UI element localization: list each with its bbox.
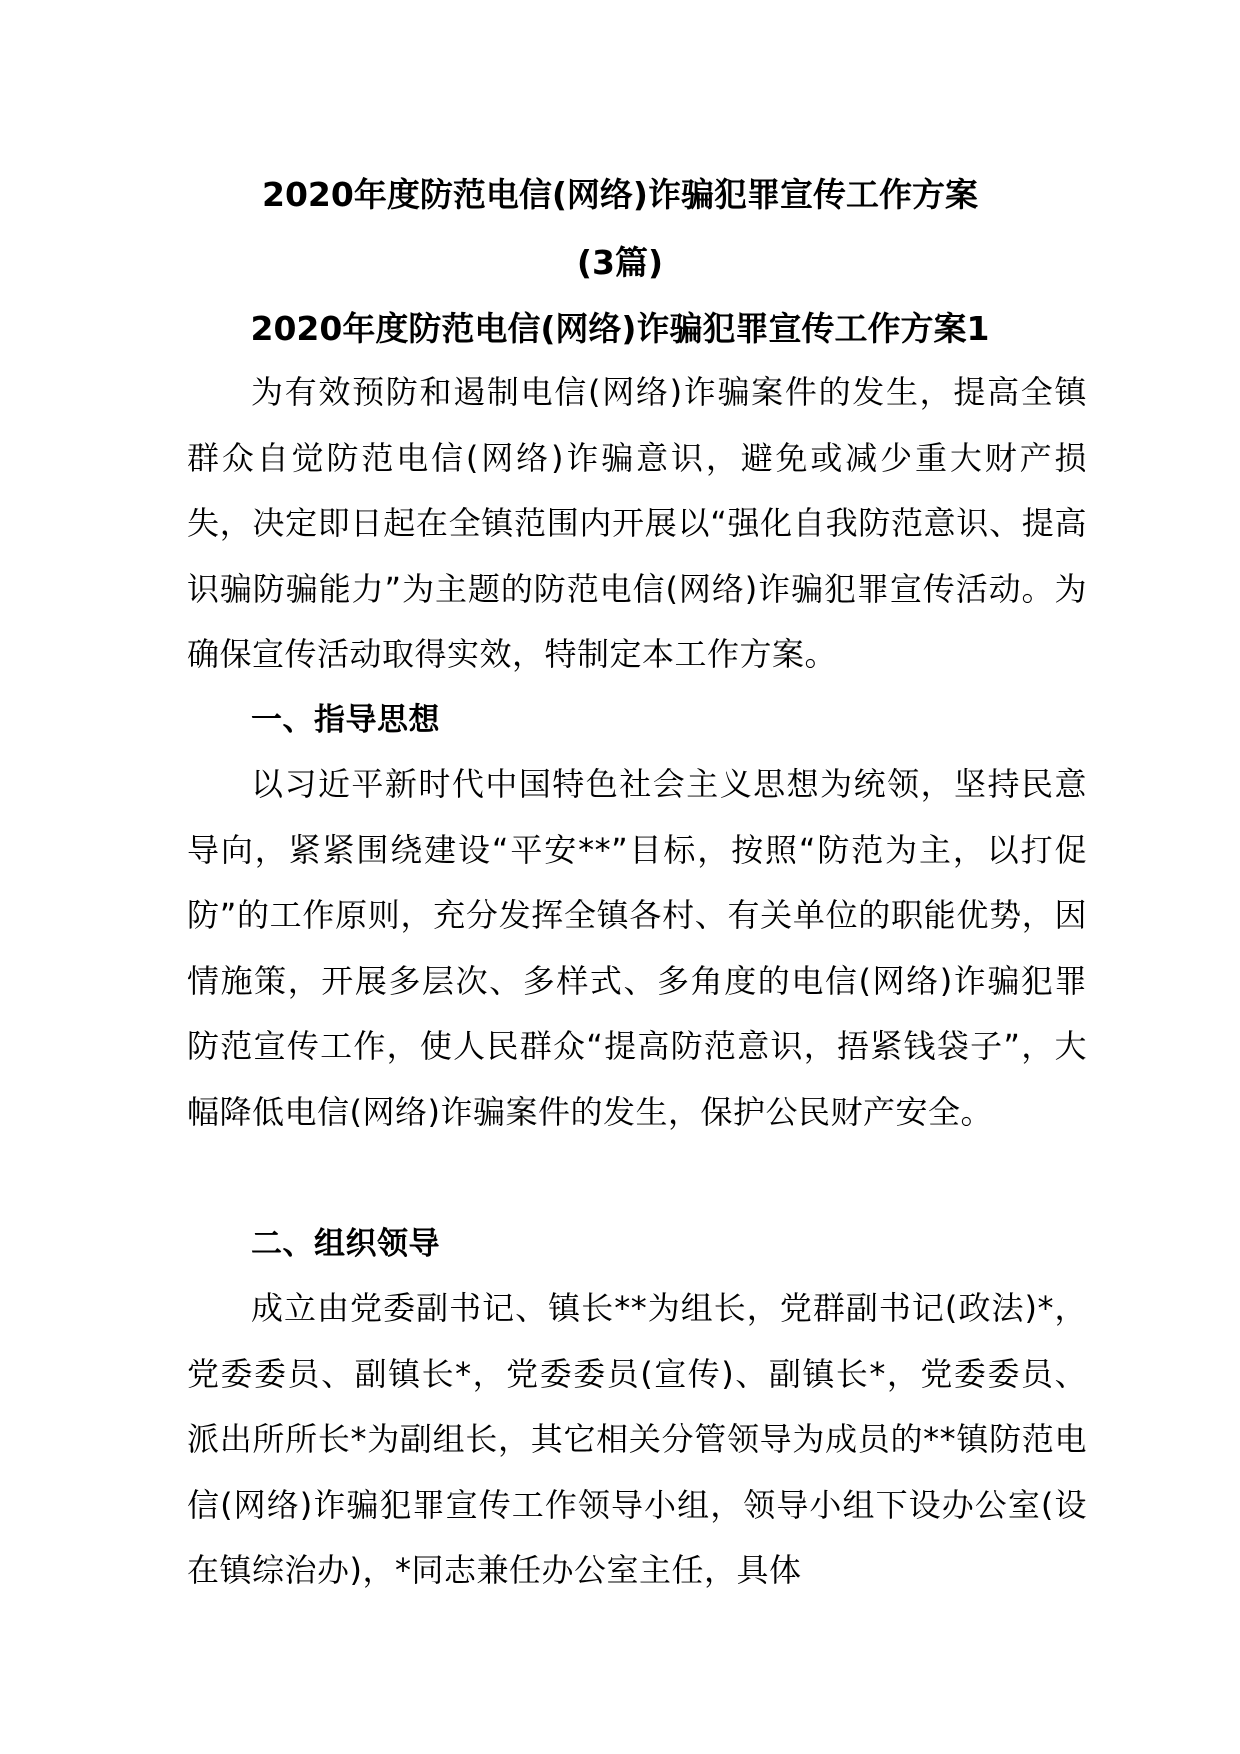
paragraph-text: 成立由党委副书记、镇长**为组长，党群副书记(政法)*，党委委员、副镇长*，党委委员(宣传)、副镇长*，党委委员、派出所所长*为副组长，其它相关分管领导为成员的**镇防范电信(网络)诈骗犯罪宣传工作领导小组，领导小组下设办公室(设在镇综治办)，*同志兼任办公室主任，具体 <box>187 1289 1087 1589</box>
paragraph-text: 为有效预防和遏制电信(网络)诈骗案件的发生，提高全镇群众自觉防范电信(网络)诈骗意识，避免或减少重大财产损失，决定即日起在全镇范围内开展以“强化自我防范意识、提高识骗防骗能力”为主题的防范电信(网络)诈骗犯罪宣传活动。为确保宣传活动取得实效，特制定本工作方案。 <box>187 373 1087 673</box>
document-title-count: (3篇) <box>576 243 664 282</box>
document-title: 2020年度防范电信(网络)诈骗犯罪宣传工作方案 <box>261 175 978 214</box>
heading-text: 一、指导思想 <box>251 702 440 738</box>
heading-organization <box>187 1212 1087 1278</box>
heading-guiding-ideology <box>187 688 1087 754</box>
paragraph-text: 以习近平新时代中国特色社会主义思想为统领，坚持民意导向，紧紧围绕建设“平安**”目标，按照“防范为主，以打促防”的工作原则，充分发挥全镇各村、有关单位的职能优势，因情施策，开展多层次、多样式、多角度的电信(网络)诈骗犯罪防范宣传工作，使人民群众“提高防范意识，捂紧钱袋子”，大幅降低电信(网络)诈骗案件的发生，保护公民财产安全。 <box>187 765 1087 1131</box>
paragraph-organization <box>187 1276 1087 1604</box>
paragraph-guiding-ideology <box>187 752 1087 1145</box>
section-title: 2020年度防范电信(网络)诈骗犯罪宣传工作方案1 <box>250 309 990 348</box>
heading-text: 二、组织领导 <box>251 1226 440 1262</box>
paragraph-intro <box>187 360 1087 688</box>
